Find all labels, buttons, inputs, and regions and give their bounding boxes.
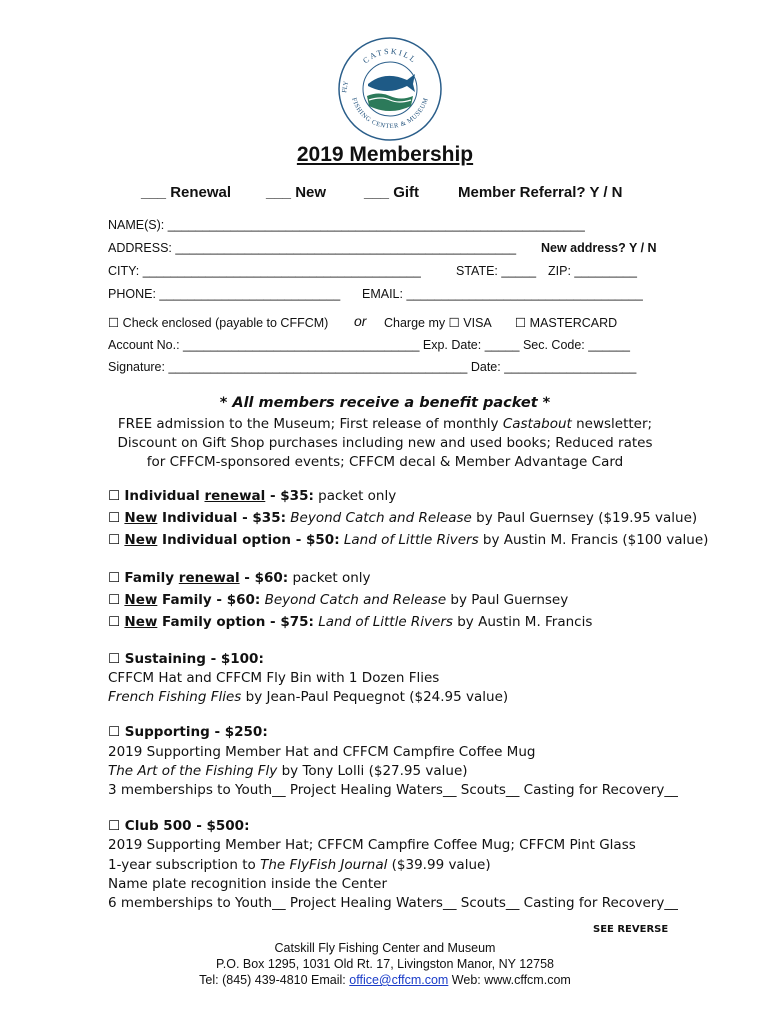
signature-field[interactable]: Signature: ___________________________________________ Date: ___________________ [108, 360, 637, 374]
club500-line-3: Name plate recognition inside the Center [108, 876, 388, 892]
supporting-memberships[interactable]: 3 memberships to Youth__ Project Healing Waters__ Scouts__ Casting for Recovery__ [108, 782, 678, 798]
sustaining-line-1: CFFCM Hat and CFFCM Fly Bin with 1 Dozen Flies [108, 670, 440, 686]
renewal-option[interactable]: ___ Renewal [141, 184, 232, 201]
visa-checkbox[interactable]: Charge my ☐ VISA [384, 316, 492, 330]
benefits-line-2: Discount on Gift Shop purchases including new and used books; Reduced rates [117, 435, 653, 451]
check-enclosed-checkbox[interactable]: ☐ Check enclosed (payable to CFFCM) [108, 316, 329, 330]
email-link[interactable]: office@cffcm.com [349, 973, 449, 987]
footer-address: P.O. Box 1295, 1031 Old Rt. 17, Livingston Manor, NY 12758 [216, 957, 554, 971]
benefits-heading: * All members receive a benefit packet * [219, 395, 551, 411]
logo-ring-top: CATSKILL [361, 46, 419, 66]
logo-ring-bottom: FISHING CENTER & MUSEUM [350, 96, 430, 131]
or-label: or [354, 313, 367, 329]
sustaining-option[interactable]: ☐ Sustaining - $100: [108, 651, 264, 667]
address-field[interactable]: ADDRESS: _________________________________________________ [108, 241, 517, 255]
footer-contact: Tel: (845) 439-4810 Email: office@cffcm.com Web: www.cffcm.com [199, 973, 571, 987]
club500-option[interactable]: ☐ Club 500 - $500: [108, 818, 250, 834]
gift-option[interactable]: ___ Gift [364, 184, 420, 201]
individual-renewal-option[interactable]: ☐ Individual renewal - $35: packet only [108, 488, 397, 504]
club500-line-1: 2019 Supporting Member Hat; CFFCM Campfire Coffee Mug; CFFCM Pint Glass [108, 837, 636, 853]
mastercard-checkbox[interactable]: ☐ MASTERCARD [515, 316, 618, 330]
catskill-logo [337, 36, 443, 142]
member-referral[interactable]: Member Referral? Y / N [458, 184, 623, 201]
supporting-line-2: The Art of the Fishing Fly by Tony Lolli ($27.95 value) [108, 763, 468, 779]
new-family-premium-option[interactable]: ☐ New Family option - $75: Land of Little Rivers by Austin M. Francis [108, 614, 593, 630]
see-reverse-note: SEE REVERSE [593, 924, 669, 935]
benefits-line-3: for CFFCM-sponsored events; CFFCM decal & Member Advantage Card [146, 454, 624, 470]
zip-field[interactable]: ZIP: _________ [548, 264, 637, 278]
phone-field[interactable]: PHONE: __________________________ [108, 287, 341, 301]
state-field[interactable]: STATE: _____ [456, 264, 537, 278]
new-address-question[interactable]: New address? Y / N [541, 241, 657, 255]
account-field[interactable]: Account No.: __________________________________ Exp. Date: _____ Sec. Code: ______ [108, 338, 630, 352]
footer-org: Catskill Fly Fishing Center and Museum [274, 941, 496, 955]
new-individual-premium-option[interactable]: ☐ New Individual option - $50: Land of Little Rivers by Austin M. Francis ($100 value) [108, 532, 709, 548]
logo-ring-left: FLY [341, 80, 350, 94]
supporting-option[interactable]: ☐ Supporting - $250: [108, 724, 268, 740]
benefits-line-1: FREE admission to the Museum; First release of monthly Castabout newsletter; [117, 416, 653, 432]
club500-line-2: 1-year subscription to The FlyFish Journal ($39.99 value) [108, 857, 491, 873]
names-field[interactable]: NAME(S): ____________________________________________________________ [108, 218, 585, 232]
sustaining-line-2: French Fishing Flies by Jean-Paul Pequegnot ($24.95 value) [108, 689, 509, 705]
new-family-option[interactable]: ☐ New Family - $60: Beyond Catch and Release by Paul Guernsey [108, 592, 569, 608]
page-title: 2019 Membership [296, 143, 474, 166]
city-field[interactable]: CITY: ________________________________________ [108, 264, 421, 278]
family-renewal-option[interactable]: ☐ Family renewal - $60: packet only [108, 570, 371, 586]
club500-memberships[interactable]: 6 memberships to Youth__ Project Healing Waters__ Scouts__ Casting for Recovery__ [108, 895, 678, 911]
email-field[interactable]: EMAIL: __________________________________ [362, 287, 643, 301]
new-individual-option[interactable]: ☐ New Individual - $35: Beyond Catch and Release by Paul Guernsey ($19.95 value) [108, 510, 698, 526]
supporting-line-1: 2019 Supporting Member Hat and CFFCM Campfire Coffee Mug [108, 744, 536, 760]
new-option[interactable]: ___ New [266, 184, 327, 201]
